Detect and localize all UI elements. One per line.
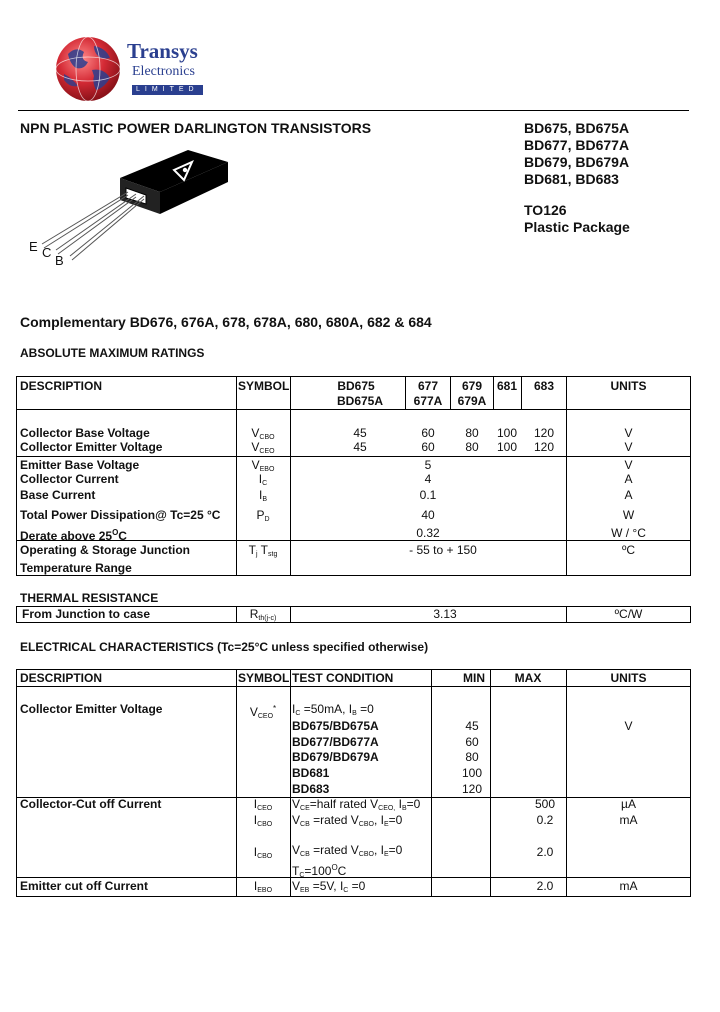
elec-icbo-r2-unit: mA — [619, 813, 638, 827]
abs-col-683: 683 — [533, 379, 555, 393]
elec-vceo-part: BD681 — [292, 766, 330, 780]
pin-c-label: C — [42, 245, 52, 260]
elec-vceo-min: 60 — [465, 735, 479, 749]
abs-row-vcbo-v1: 45 — [353, 426, 367, 440]
abs-row-pd-desc: Total Power Dissipation@ Tc=25 °C — [20, 508, 221, 522]
abs-row-temp-value: - 55 to + 150 — [409, 543, 477, 557]
logo-ltd: LIMITED — [132, 85, 203, 95]
abs-row-vceo-v4: 100 — [496, 440, 518, 454]
abs-row-pd-symbol: $P_D$ — [256, 508, 270, 523]
globe-icon — [54, 34, 126, 104]
abs-row-ib-value: 0.1 — [419, 488, 437, 502]
elec-col-symbol: SYMBOL — [238, 671, 290, 685]
elec-vceo-unit: V — [624, 719, 633, 733]
abs-row-vebo-desc: Emitter Base Voltage — [20, 458, 140, 472]
abs-row-vcbo-v4: 100 — [496, 426, 518, 440]
abs-row-derate-value: 0.32 — [416, 526, 440, 540]
elec-vceo-symbol: $V_{CEO}^*$ — [249, 704, 277, 720]
elec-icbo-r3-temp: $T_C=100^OC$ — [292, 863, 347, 879]
header-rule — [18, 110, 689, 111]
abs-row-vceo-v2: 60 — [421, 440, 435, 454]
abs-col-679: 679 — [461, 379, 483, 393]
abs-col-677a: 677A — [413, 394, 443, 408]
abs-row-ic-unit: A — [624, 472, 633, 486]
elec-vceo-desc: Collector Emitter Voltage — [20, 702, 163, 716]
elec-vceo-min: 45 — [465, 719, 479, 733]
elec-icbo-r3-symbol: $I_{CBO}$ — [253, 845, 273, 860]
elec-heading: ELECTRICAL CHARACTERISTICS (Tc=25°C unless specified otherwise) — [20, 640, 429, 654]
pin-e-label: E — [29, 239, 38, 254]
elec-col-description: DESCRIPTION — [20, 671, 103, 685]
elec-col-min: MIN — [463, 671, 485, 685]
elec-vceo-part: BD677/BD677A — [292, 735, 379, 749]
elec-icbo-desc: Collector-Cut off Current — [20, 797, 162, 811]
elec-iebo-unit: mA — [619, 879, 638, 893]
abs-row-ib-desc: Base Current — [20, 488, 96, 502]
abs-row-vcbo-v2: 60 — [421, 426, 435, 440]
abs-row-vebo-value: 5 — [424, 458, 432, 472]
abs-row-pd-value: 40 — [421, 508, 435, 522]
part-line: BD679, BD679A — [524, 154, 630, 170]
elec-col-test: TEST CONDITION — [292, 671, 394, 685]
elec-icbo-r3-max: 2.0 — [536, 845, 554, 859]
abs-row-vceo-desc: Collector Emitter Voltage — [20, 440, 163, 454]
elec-vceo-min: 100 — [461, 766, 483, 780]
abs-row-temp-desc-1: Operating & Storage Junction — [20, 543, 191, 557]
abs-row-vebo-symbol: $V_{EBO}$ — [251, 458, 275, 473]
elec-iebo-condition: $V_{EB} =5V$, $I_C =0$ — [292, 879, 366, 894]
elec-iebo-desc: Emitter cut off Current — [20, 879, 149, 893]
elec-iebo-max: 2.0 — [536, 879, 554, 893]
package-type: Plastic Package — [524, 219, 630, 235]
abs-row-ib-unit: A — [624, 488, 633, 502]
elec-icbo-r2-symbol: $I_{CBO}$ — [253, 813, 273, 828]
elec-icbo-r1-unit: µA — [621, 797, 636, 811]
abs-col-681: 681 — [496, 379, 518, 393]
part-number-list — [524, 120, 629, 188]
logo-division: Electronics — [132, 64, 195, 79]
thermal-unit: ºC/W — [614, 607, 643, 621]
abs-row-vceo-v3: 80 — [465, 440, 479, 454]
thermal-heading: THERMAL RESISTANCE — [20, 591, 159, 605]
abs-row-vcbo-desc: Collector Base Voltage — [20, 426, 150, 440]
elec-vceo-part: BD683 — [292, 782, 330, 796]
abs-col-units: UNITS — [610, 379, 647, 393]
elec-icbo-r1-condition: $V_{CE}=half$ rated $V_{CEO,}$ $I_B=0$ — [292, 797, 421, 812]
abs-row-temp-symbol: $T_j$ $T_{stg}$ — [248, 543, 278, 558]
thermal-desc: From Junction to case — [22, 607, 151, 621]
pin-b-label: B — [55, 253, 64, 268]
abs-row-vceo-unit: V — [624, 440, 633, 454]
abs-row-ic-value: 4 — [424, 472, 432, 486]
elec-icbo-r3-condition: $V_{CB}$ =rated $V_{CBO}$, $I_E=0$ — [292, 843, 403, 858]
thermal-symbol: $R_{th(j-c)}$ — [249, 607, 277, 622]
package-info — [524, 202, 630, 236]
abs-row-vcbo-symbol: $V_{CBO}$ — [251, 426, 275, 441]
abs-row-vcbo-unit: V — [624, 426, 633, 440]
abs-col-677: 677 — [417, 379, 439, 393]
abs-col-679a: 679A — [457, 394, 487, 408]
part-line: BD681, BD683 — [524, 171, 619, 187]
abs-row-temp-unit: ºC — [621, 543, 636, 557]
abs-col-bd675: BD675 — [337, 379, 375, 393]
elec-icbo-r2-condition: $V_{CB}$ =rated $V_{CBO}$, $I_E=0$ — [292, 813, 403, 828]
elec-icbo-r1-symbol: $I_{CEO}$ — [253, 797, 273, 812]
abs-row-vebo-unit: V — [624, 458, 633, 472]
elec-vceo-min: 120 — [461, 782, 483, 796]
elec-vceo-condition: $I_C =50mA$, $I_B =0$ — [292, 702, 374, 717]
part-line: BD675, BD675A — [524, 120, 630, 136]
abs-row-ic-symbol: $I_C$ — [258, 472, 268, 487]
abs-row-vceo-symbol: $V_{CEO}$ — [251, 440, 275, 455]
package-name: TO126 — [524, 202, 567, 218]
abs-row-vcbo-v3: 80 — [465, 426, 479, 440]
elec-col-max: MAX — [514, 671, 542, 685]
abs-row-vceo-v5: 120 — [533, 440, 555, 454]
abs-row-derate-desc: Derate above $25^OC$ — [20, 528, 127, 543]
abs-row-pd-unit: W — [622, 508, 635, 522]
part-line: BD677, BD677A — [524, 137, 630, 153]
abs-col-bd675a: BD675A — [336, 394, 384, 408]
abs-col-symbol: SYMBOL — [238, 379, 290, 393]
abs-row-vcbo-v5: 120 — [533, 426, 555, 440]
abs-row-ic-desc: Collector Current — [20, 472, 119, 486]
abs-col-description: DESCRIPTION — [20, 379, 103, 393]
elec-col-units: UNITS — [610, 671, 647, 685]
thermal-value: 3.13 — [433, 607, 457, 621]
abs-max-heading: ABSOLUTE MAXIMUM RATINGS — [20, 346, 205, 360]
abs-row-vceo-v1: 45 — [353, 440, 367, 454]
elec-icbo-r2-max: 0.2 — [536, 813, 554, 827]
abs-row-temp-desc-2: Temperature Range — [20, 561, 132, 575]
elec-icbo-r1-max: 500 — [534, 797, 556, 811]
document-title: NPN PLASTIC POWER DARLINGTON TRANSISTORS — [20, 120, 372, 136]
elec-vceo-min: 80 — [465, 750, 479, 764]
abs-row-ib-symbol: $I_B$ — [258, 488, 267, 503]
elec-vceo-part: BD675/BD675A — [292, 719, 379, 733]
logo-company: Transys — [127, 39, 198, 63]
company-logo — [54, 34, 214, 104]
complementary-parts: Complementary BD676, 676A, 678, 678A, 680, 680A, 682 & 684 — [20, 314, 432, 330]
abs-row-derate-unit: W / °C — [611, 526, 646, 540]
elec-vceo-part: BD679/BD679A — [292, 750, 379, 764]
elec-iebo-symbol: $I_{EBO}$ — [253, 879, 273, 894]
